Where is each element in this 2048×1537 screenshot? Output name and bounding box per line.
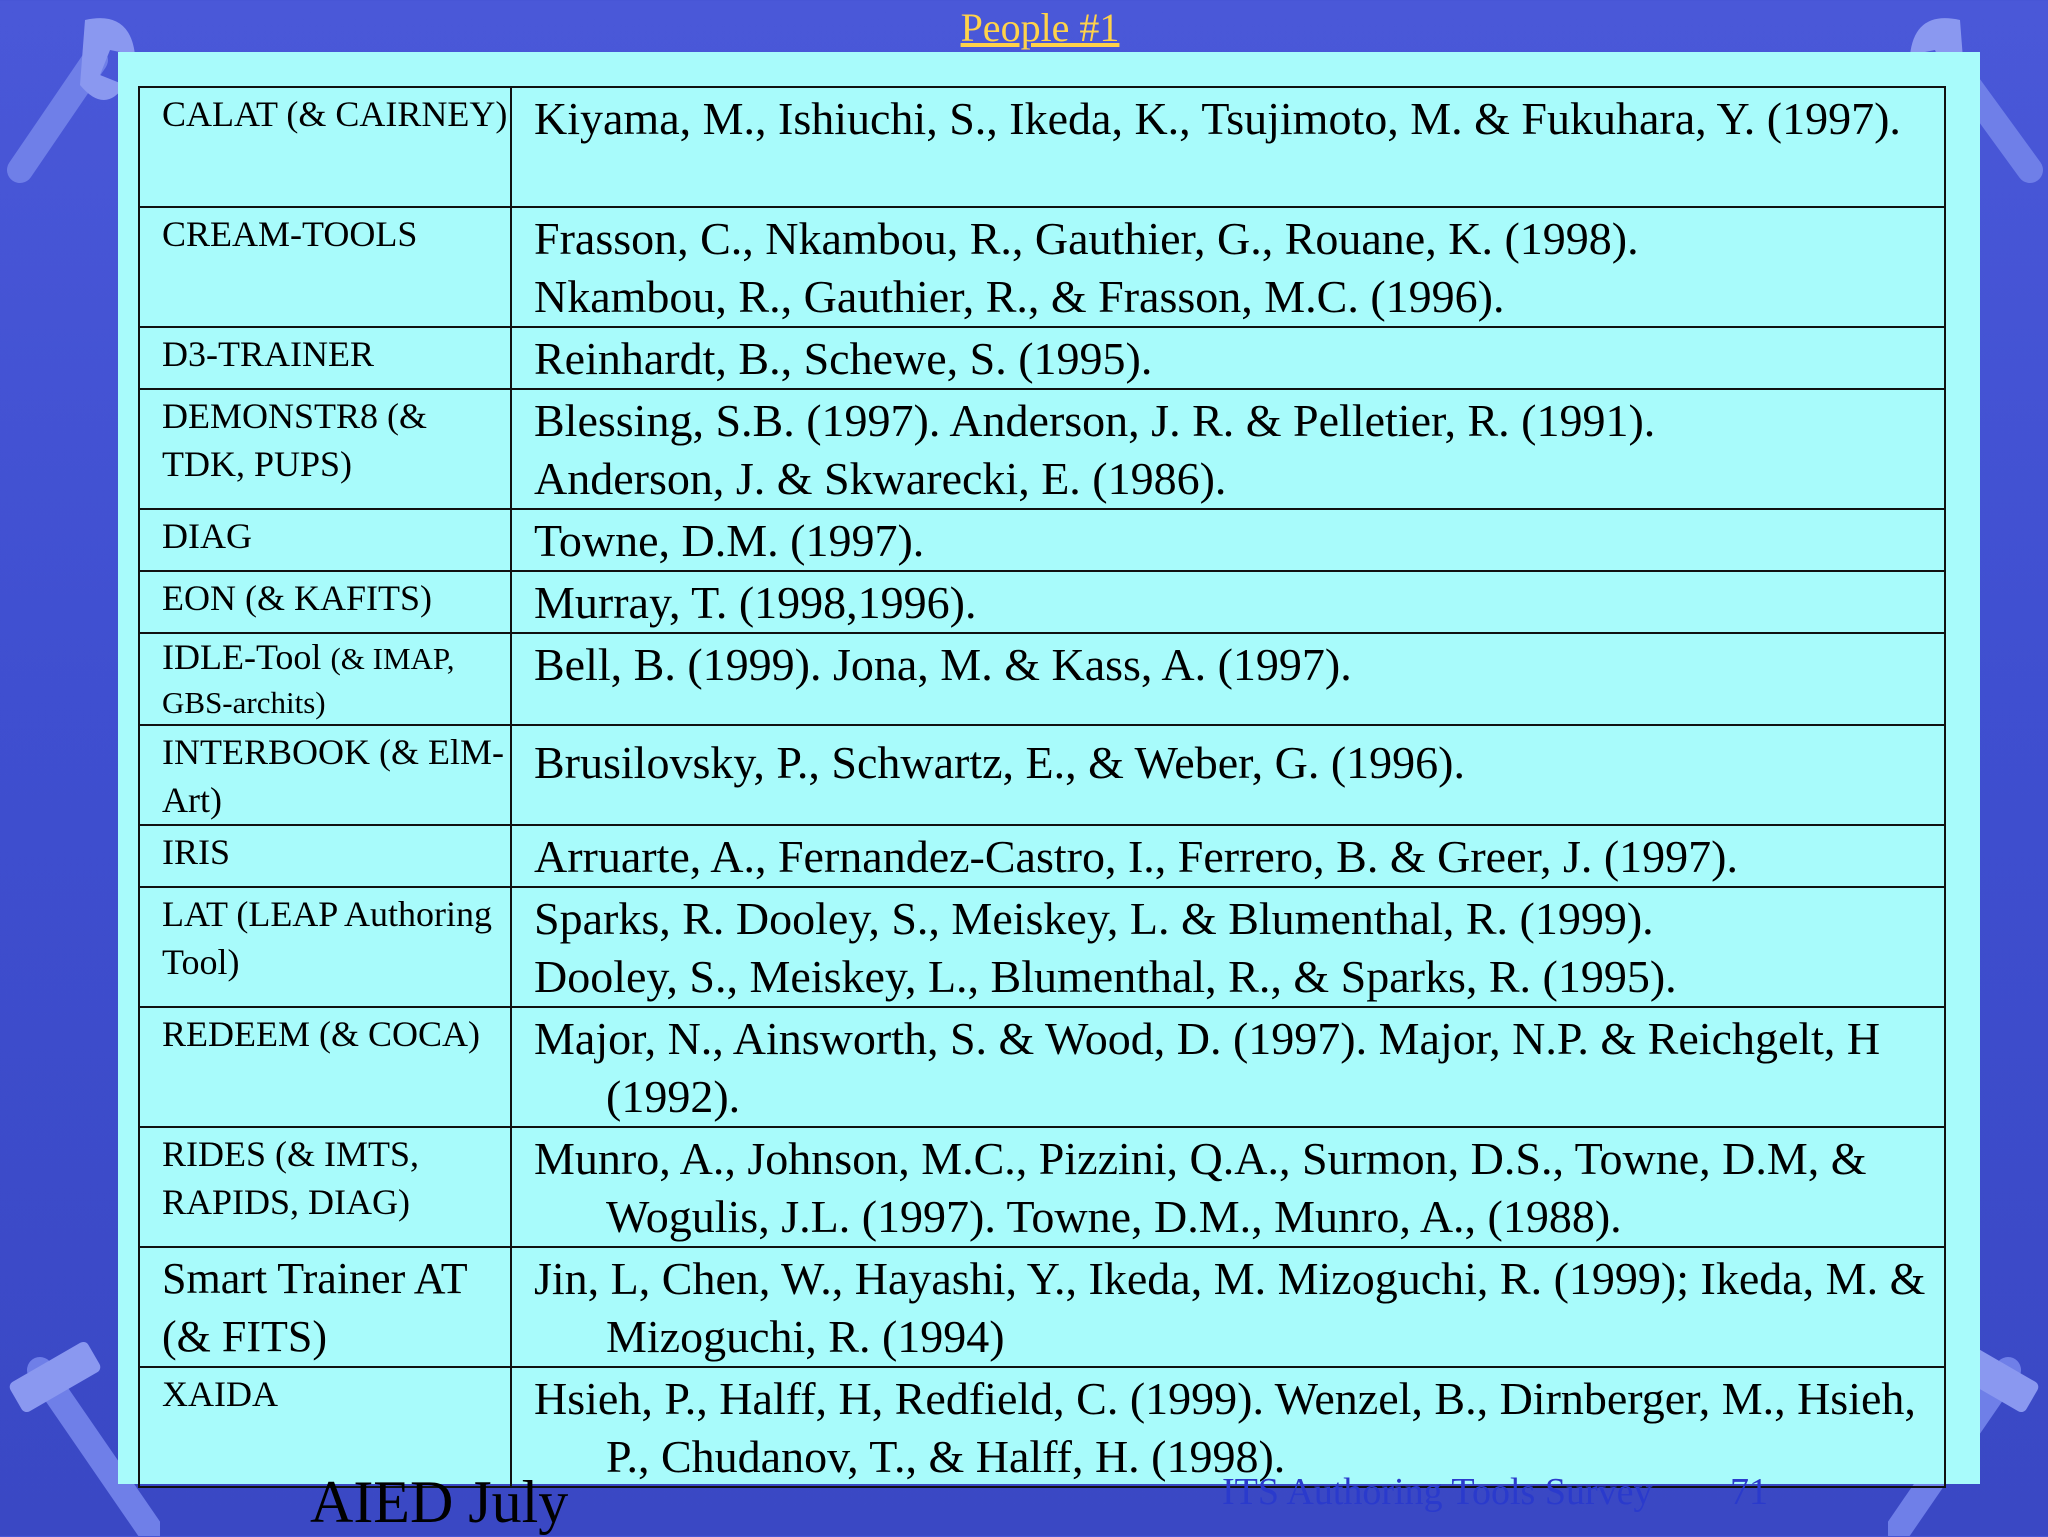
system-name: IRIS: [139, 825, 511, 887]
system-name: EON (& KAFITS): [139, 571, 511, 633]
table-row: [139, 725, 1945, 825]
table-row: [139, 509, 1945, 571]
reference-text: Bell, B. (1999). Jona, M. & Kass, A. (1997).: [534, 639, 1352, 690]
reference-text: Anderson, J. & Skwarecki, E. (1986).: [534, 453, 1227, 504]
reference-cell: [511, 389, 1945, 509]
references-panel: [118, 52, 1980, 1484]
reference-cell: [511, 1367, 1945, 1487]
system-name: REDEEM (& COCA): [139, 1007, 511, 1127]
system-name: CALAT (& CAIRNEY): [139, 87, 511, 207]
system-name: Smart Trainer AT (& FITS): [139, 1247, 511, 1367]
table-row: [139, 389, 1945, 509]
reference-text: Munro, A., Johnson, M.C., Pizzini, Q.A., Surmon, D.S., Towne, D.M, & Wogulis, J.L. (1997). Towne, D.M., Munro, A., (1988).: [534, 1133, 1867, 1242]
table-row: [139, 825, 1945, 887]
reference-cell: [511, 1007, 1945, 1127]
reference-text: Frasson, C., Nkambou, R., Gauthier, G., Rouane, K. (1998).: [534, 213, 1639, 264]
table-row: [139, 571, 1945, 633]
reference-cell: [511, 633, 1945, 725]
footer-event-label: AIED July: [310, 1469, 569, 1535]
system-name: LAT (LEAP Authoring Tool): [139, 887, 511, 1007]
system-name: RIDES (& IMTS, RAPIDS, DIAG): [139, 1127, 511, 1247]
reference-text: Arruarte, A., Fernandez-Castro, I., Ferrero, B. & Greer, J. (1997).: [534, 831, 1738, 882]
system-name: INTERBOOK (& ElM-Art): [139, 725, 511, 825]
table-row: [139, 207, 1945, 327]
reference-cell: [511, 509, 1945, 571]
reference-cell: [511, 87, 1945, 207]
reference-text: Reinhardt, B., Schewe, S. (1995).: [534, 333, 1153, 384]
reference-text: Brusilovsky, P., Schwartz, E., & Weber, G. (1996).: [534, 737, 1465, 788]
reference-text: Blessing, S.B. (1997). Anderson, J. R. & Pelletier, R. (1991).: [534, 395, 1656, 446]
reference-text: Murray, T. (1998,1996).: [534, 577, 977, 628]
reference-text: Kiyama, M., Ishiuchi, S., Ikeda, K., Tsujimoto, M. & Fukuhara, Y. (1997).: [534, 93, 1901, 144]
system-name: CREAM-TOOLS: [139, 207, 511, 327]
table-row: [139, 327, 1945, 389]
footer-survey-title: ITS Authoring Tools Survey: [1222, 1471, 1653, 1513]
reference-cell: [511, 571, 1945, 633]
reference-text: Hsieh, P., Halff, H, Redfield, C. (1999). Wenzel, B., Dirnberger, M., Hsieh, P., Chudanov, T., & Halff, H. (1998).: [534, 1373, 1916, 1482]
reference-text: Major, N., Ainsworth, S. & Wood, D. (1997). Major, N.P. & Reichgelt, H (1992).: [534, 1013, 1881, 1122]
reference-text: Towne, D.M. (1997).: [534, 515, 925, 566]
table-row: [139, 1127, 1945, 1247]
system-name: [139, 633, 511, 725]
reference-cell: [511, 725, 1945, 825]
table-row: [139, 887, 1945, 1007]
system-name: XAIDA: [139, 1367, 511, 1487]
system-name: DIAG: [139, 509, 511, 571]
system-name: DEMONSTR8 (& TDK, PUPS): [139, 389, 511, 509]
slide-title-link[interactable]: People #1: [960, 5, 1120, 50]
reference-cell: [511, 207, 1945, 327]
reference-cell: [511, 327, 1945, 389]
reference-cell: [511, 887, 1945, 1007]
reference-text: Dooley, S., Meiskey, L., Blumenthal, R., & Sparks, R. (1995).: [534, 951, 1677, 1002]
page-number: 71: [1730, 1471, 1768, 1513]
table-row: [139, 633, 1945, 725]
reference-text: Jin, L, Chen, W., Hayashi, Y., Ikeda, M. Mizoguchi, R. (1999); Ikeda, M. & Mizoguchi, R. (1994): [534, 1253, 1926, 1362]
reference-cell: [511, 1127, 1945, 1247]
system-name: D3-TRAINER: [139, 327, 511, 389]
system-name-text: IDLE-Tool: [162, 637, 322, 677]
reference-cell: [511, 825, 1945, 887]
table-row: [139, 1247, 1945, 1367]
reference-text: Sparks, R. Dooley, S., Meiskey, L. & Blumenthal, R. (1999).: [534, 893, 1654, 944]
table-row: [139, 87, 1945, 207]
system-note: (& IMAP, GBS-archits): [162, 641, 455, 720]
reference-cell: [511, 1247, 1945, 1367]
references-table: [138, 86, 1946, 1488]
table-row: [139, 1007, 1945, 1127]
reference-text: Nkambou, R., Gauthier, R., & Frasson, M.C. (1996).: [534, 271, 1505, 322]
